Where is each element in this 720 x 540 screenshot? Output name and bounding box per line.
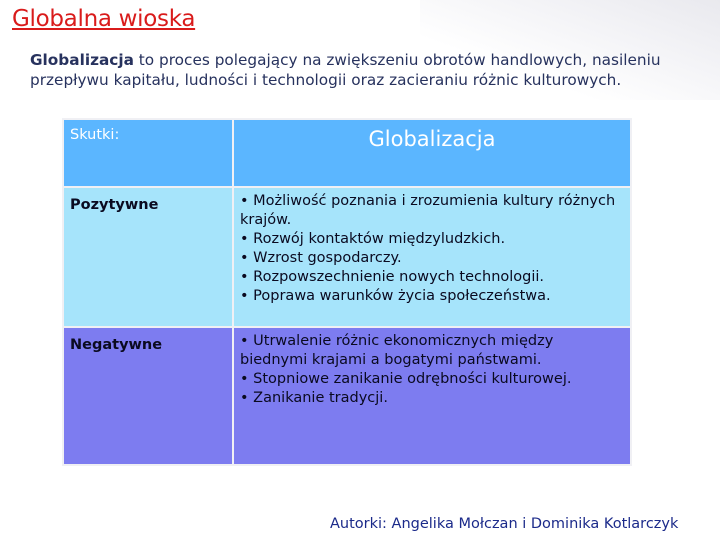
- row-label-cell: [63, 187, 233, 327]
- row-content-cell: [233, 187, 631, 327]
- list-item: • Poprawa warunków życia społeczeństwa.: [240, 287, 624, 306]
- table-row-positive: [63, 187, 631, 327]
- table-header-row: [63, 119, 631, 187]
- table-row-negative: [63, 327, 631, 465]
- list-item: • Wzrost gospodarczy.: [240, 249, 624, 268]
- effects-table: [62, 118, 632, 466]
- list-item: • Stopniowe zanikanie odrębności kulturowej.: [240, 370, 624, 389]
- header-title-cell: [233, 119, 631, 187]
- header-label-cell: [63, 119, 233, 187]
- row-content-cell: [233, 327, 631, 465]
- row-label-negative: Negatywne: [70, 337, 163, 353]
- header-title: Globalizacja: [368, 127, 496, 151]
- row-label-cell: [63, 327, 233, 465]
- definition-text: to proces polegający na zwiększeniu obrotów handlowych, nasileniu przepływu kapitału, ludności i technologii oraz zacieraniu różnic kulturowych.: [30, 51, 661, 89]
- list-item: • Rozwój kontaktów międzyludzkich.: [240, 230, 624, 249]
- negative-list: [240, 332, 624, 408]
- positive-list: [240, 192, 624, 306]
- list-item: • Rozpowszechnienie nowych technologii.: [240, 268, 624, 287]
- authors-credit: Autorki: Angelika Mołczan i Dominika Kotlarczyk: [330, 516, 679, 532]
- list-item: • Utrwalenie różnic ekonomicznych między biednymi krajami a bogatymi państwami.: [240, 332, 624, 370]
- definition-term: Globalizacja: [30, 51, 134, 69]
- row-label-positive: Pozytywne: [70, 197, 159, 213]
- list-item: • Zanikanie tradycji.: [240, 389, 624, 408]
- slide-title: Globalna wioska: [12, 6, 196, 32]
- header-label: Skutki:: [70, 127, 120, 143]
- definition-paragraph: [30, 50, 710, 90]
- list-item: • Możliwość poznania i zrozumienia kultury różnych krajów.: [240, 192, 624, 230]
